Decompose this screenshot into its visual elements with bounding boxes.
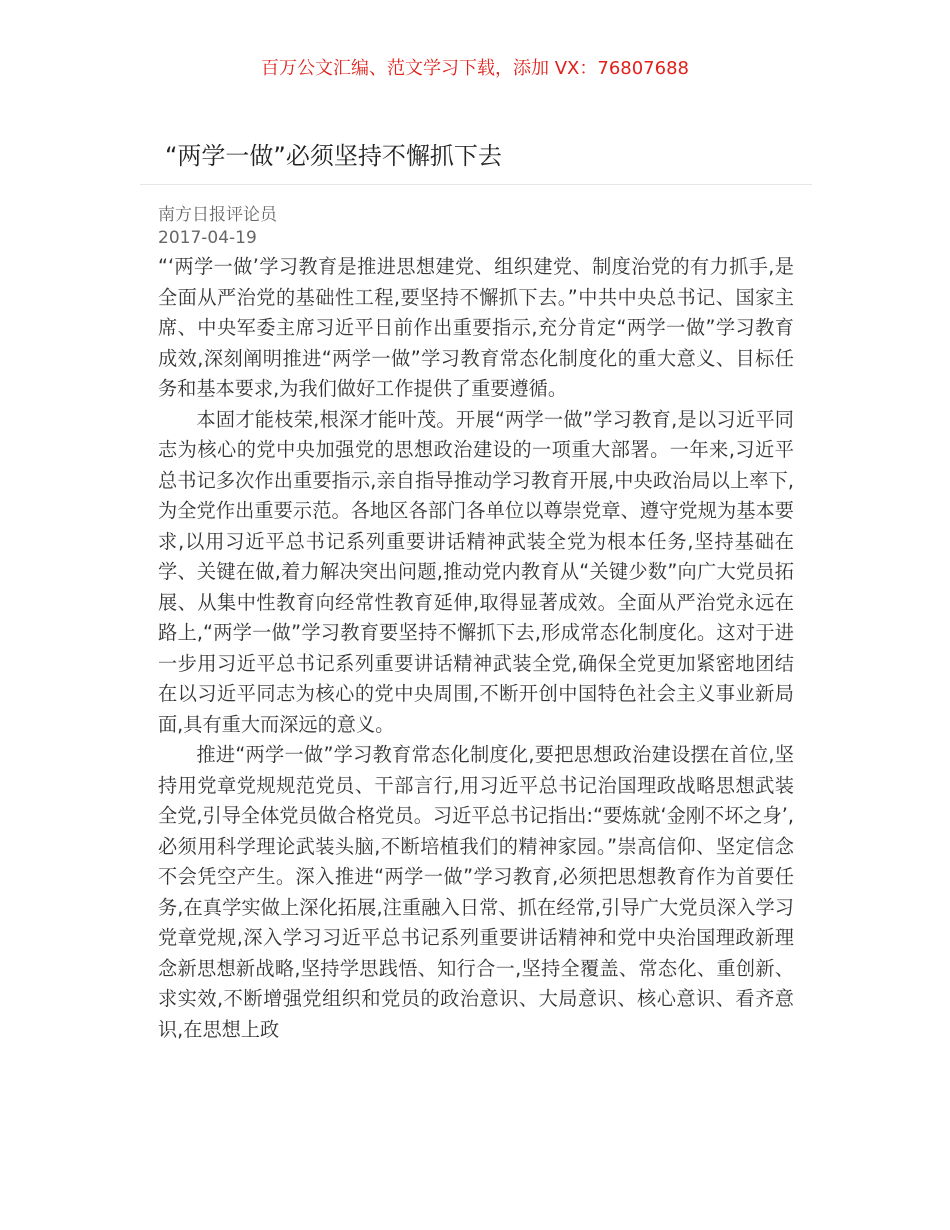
article-body [158,252,794,1045]
article-paragraph: “‘两学一做’学习教育是推进思想建党、组织建党、制度治党的有力抓手,是全面从严治党的基础性工程,要坚持不懈抓下去。”中共中央总书记、国家主席、中央军委主席习近平日前作出重要指示,充分肯定“两学一做”学习教育成效,深刻阐明推进“两学一做”学习教育常态化制度化的重大意义、目标任务和基本要求,为我们做好工作提供了重要遵循。 [158,255,794,400]
title-divider [140,184,812,185]
article-paragraph: 本固才能枝荣,根深才能叶茂。开展“两学一做”学习教育,是以习近平同志为核心的党中央加强党的思想政治建设的一项重大部署。一年来,习近平总书记多次作出重要指示,亲自指导推动学习教育开展,中央政治局以上率下,为全党作出重要示范。各地区各部门各单位以尊崇党章、遵守党规为基本要求,以用习近平总书记系列重要讲话精神武装全党为根本任务,坚持基础在学、关键在做,着力解决突出问题,推动党内教育从“关键少数”向广大党员拓展、从集中性教育向经常性教育延伸,取得显著成效。全面从严治党永远在路上,“两学一做”学习教育要坚持不懈抓下去,形成常态化制度化。这对于进一步用习近平总书记系列重要讲话精神武装全党,确保全党更加紧密地团结在以习近平同志为核心的党中央周围,不断开创中国特色社会主义事业新局面,具有重大而深远的意义。 [158,407,794,736]
article-date: 2017-04-19 [158,228,257,248]
promo-banner: 百万公文汇编、范文学习下载，添加 VX：76807688 [261,58,689,79]
article-paragraph: 推进“两学一做”学习教育常态化制度化,要把思想政治建设摆在首位,坚持用党章党规规范党员、干部言行,用习近平总书记治国理政战略思想武装全党,引导全体党员做合格党员。习近平总书记指出:“要炼就‘金刚不坏之身’,必须用科学理论武装头脑,不断培植我们的精神家园。”崇高信仰、坚定信念不会凭空产生。深入推进“两学一做”学习教育,必须把思想教育作为首要任务,在真学实做上深化拓展,注重融入日常、抓在经常,引导广大党员深入学习党章党规,深入学习习近平总书记系列重要讲话精神和党中央治国理政新理念新思想新战略,坚持学思践悟、知行合一,坚持全覆盖、常态化、重创新、求实效,不断增强党组织和党员的政治意识、大局意识、核心意识、看齐意识,在思想上政 [158,743,794,1041]
article-title: “两学一做”必须坚持不懈抓下去 [165,142,502,170]
article-author: 南方日报评论员 [158,205,277,225]
